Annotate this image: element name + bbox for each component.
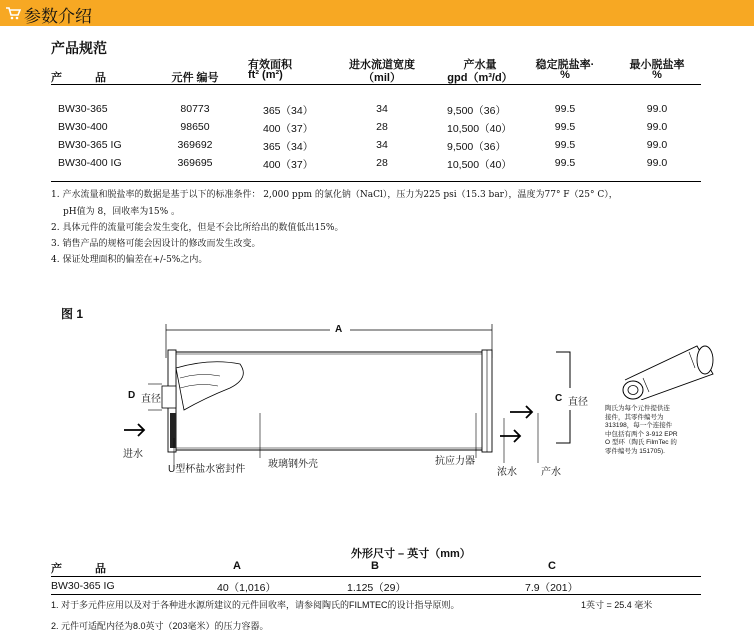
label-d-text: 直径	[141, 394, 161, 405]
col-perm-l1: 产水量	[463, 59, 497, 71]
element-diagram	[100, 318, 580, 478]
cell-stab: 99.5	[554, 157, 576, 169]
spec-title: 产品规范	[51, 40, 107, 56]
cell-min: 99.0	[646, 139, 668, 151]
dims-cell-a: 40（1,016）	[217, 582, 276, 594]
cell-product: BW30-400 IG	[58, 157, 122, 169]
label-c-text: 直径	[568, 397, 588, 408]
col-product: 产 品	[51, 72, 106, 84]
note-2: 2. 具体元件的流量可能会发生变化，但是不会比所给出的数值低出15%。	[51, 223, 344, 233]
cell-product: BW30-400	[58, 121, 108, 133]
cell-perm: 10,500（40）	[447, 123, 512, 135]
label-a: A	[335, 324, 343, 335]
cell-area: 400（37）	[263, 159, 314, 171]
cell-feed: 34	[376, 139, 388, 151]
dims-col-b: B	[371, 560, 379, 572]
note-3: 3. 销售产品的规格可能会因设计的修改而发生改变。	[51, 239, 261, 249]
cell-stab: 99.5	[554, 139, 576, 151]
cell-product: BW30-365	[58, 103, 108, 115]
note-line: 313198，每一个连接件	[605, 422, 673, 429]
note-1: 1. 产水流量和脱盐率的数据是基于以下的标准条件： 2,000 ppm 的氯化钠（NaCl），压力为225 psi（15.3 bar），温度为77° F（25° C），	[51, 190, 618, 200]
note-line: 陶氏为每个元件提供连	[605, 405, 670, 412]
dims-cell-product: BW30-365 IG	[51, 580, 115, 592]
label-feed: 进水	[123, 449, 143, 460]
dims-unit: 1英寸 = 25.4 毫米	[581, 600, 653, 610]
label-permeate: 产水	[541, 467, 561, 478]
dims-col-product: 产 品	[51, 563, 106, 575]
col-min-l2: %	[652, 69, 662, 81]
cell-area: 365（34）	[263, 105, 314, 117]
note-1-cont: pH值为 8，回收率为15% 。	[63, 207, 181, 217]
dims-col-a: A	[233, 560, 241, 572]
label-d: D	[128, 390, 136, 401]
label-atd: 抗应力器	[435, 456, 475, 467]
cell-code: 98650	[180, 121, 210, 133]
note-line: 接件，其零件编号为	[605, 413, 664, 421]
cell-feed: 28	[376, 121, 388, 133]
col-perm-l2: gpd（m³/d）	[447, 72, 513, 84]
cell-code: 369695	[177, 157, 213, 169]
cell-stab: 99.5	[554, 103, 576, 115]
note-line: 零件编号为 151705).	[605, 447, 665, 455]
dims-note-2: 2. 元件可适配内径为8.0英寸（203毫米）的压力容器。	[51, 621, 269, 631]
header-underline	[0, 24, 754, 26]
dims-bottom-rule	[51, 594, 701, 595]
table-bottom-rule	[51, 181, 701, 182]
cell-perm: 9,500（36）	[447, 141, 506, 153]
cell-feed: 28	[376, 157, 388, 169]
note-4: 4. 保证处理面积的偏差在+/-5%之内。	[51, 255, 208, 265]
col-stab-l2: %	[560, 69, 570, 81]
note-line: O 型环（陶氏 FilmTec 的	[605, 439, 677, 446]
col-area-l1: 有效面积	[248, 59, 292, 71]
dims-cell-c: 7.9（201）	[525, 582, 579, 594]
dims-note-1: 1. 对于多元件应用以及对于各种进水源所建议的元件回收率，请参阅陶氏的FILMTEC的设计指导原则。	[51, 600, 460, 610]
label-shell: 玻璃钢外壳	[268, 459, 318, 470]
dims-header-rule	[51, 576, 701, 577]
cell-code: 369692	[177, 139, 213, 151]
col-feed-l2: （mil）	[363, 72, 401, 84]
cart-icon	[5, 6, 21, 20]
header-bar	[0, 0, 754, 24]
cell-code: 80773	[180, 103, 210, 115]
col-min-l1: 最小脱盐率	[629, 59, 685, 71]
header-title: 参数介绍	[24, 7, 92, 27]
cell-product: BW30-365 IG	[58, 139, 122, 151]
label-concentrate: 浓水	[497, 467, 517, 478]
label-brine-seal: U型杯盐水密封件	[168, 464, 246, 475]
dims-cell-b: 1.125（29）	[347, 582, 406, 594]
cell-feed: 34	[376, 103, 388, 115]
cell-perm: 10,500（40）	[447, 159, 512, 171]
note-line: 中包括有两个 3-912 EPR	[605, 430, 678, 438]
interconnector-icon	[615, 338, 725, 400]
col-element-no: 元件 编号	[171, 72, 219, 84]
cell-stab: 99.5	[554, 121, 576, 133]
col-stab-l1: 稳定脱盐率·	[535, 59, 595, 71]
cell-min: 99.0	[646, 121, 668, 133]
table-header-rule	[51, 84, 701, 85]
label-c: C	[555, 393, 563, 404]
cell-area: 400（37）	[263, 123, 314, 135]
interconnector-note	[605, 405, 700, 456]
dims-col-c: C	[548, 560, 556, 572]
figure-title: 图 1	[61, 307, 84, 321]
cell-min: 99.0	[646, 157, 668, 169]
dims-title: 外形尺寸 – 英寸（mm）	[351, 548, 471, 560]
cell-area: 365（34）	[263, 141, 314, 153]
col-feed-l1: 进水流道宽度	[349, 59, 415, 71]
cell-perm: 9,500（36）	[447, 105, 506, 117]
col-area-l2: ft² (m²)	[248, 69, 283, 81]
cell-min: 99.0	[646, 103, 668, 115]
